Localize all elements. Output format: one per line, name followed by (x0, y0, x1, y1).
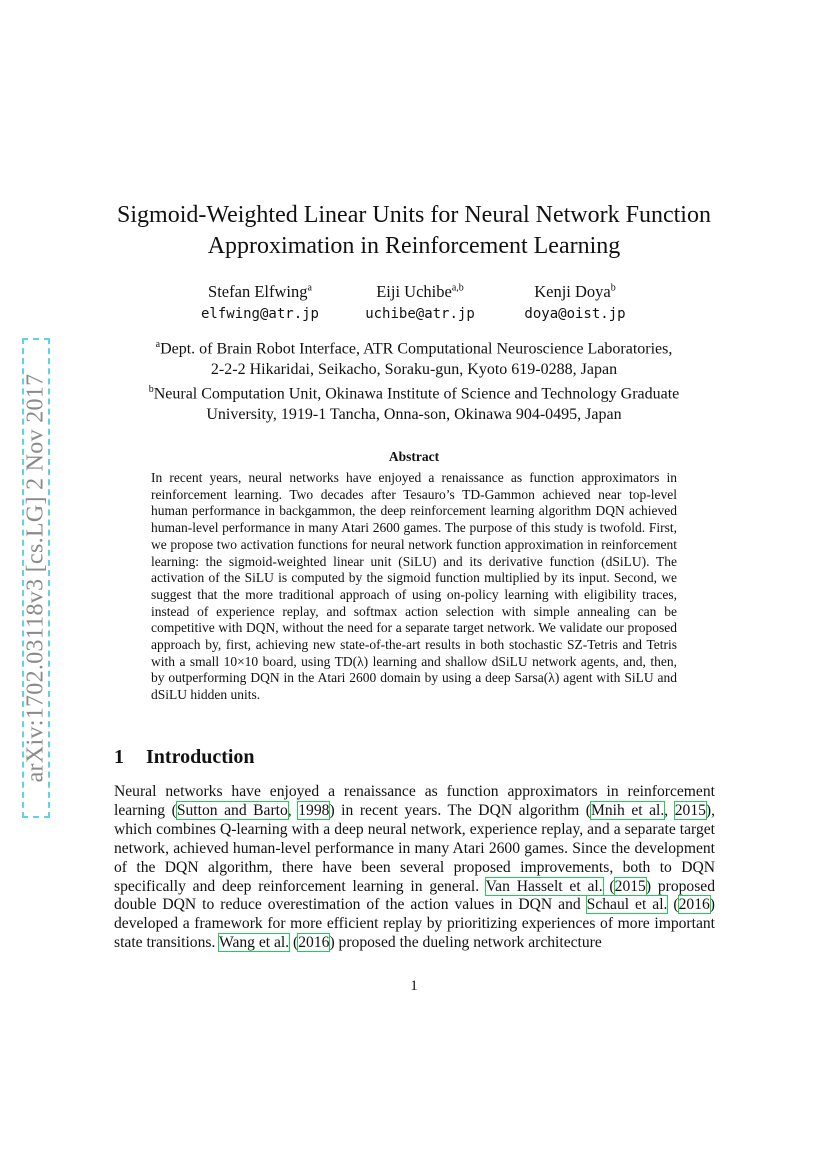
author-affil-mark: a (307, 282, 312, 294)
page-number: 1 (410, 978, 418, 994)
intro-text: , (664, 801, 675, 819)
intro-text: ) proposed the dueling network architecture (329, 934, 602, 952)
author-name: Kenji Doya (534, 282, 611, 301)
intro-text: ), which combines Q-learning with a deep neural network, experience replay, and a separate target network, achieved human-level performance in many Atari 2600 games. Since the development of the DQN algorithm, there have been several proposed improvements, both to DQN specifically and deep reinforcement learning in general. (114, 801, 716, 895)
citation-link[interactable]: Sutton and Barto (176, 801, 288, 819)
section-heading (114, 746, 255, 769)
author-email[interactable]: uchibe@atr.jp (365, 306, 475, 322)
abstract-heading: Abstract (388, 449, 440, 464)
author-block-2 (350, 282, 490, 322)
citation-link[interactable]: Mnih et al. (591, 801, 665, 819)
citation-link[interactable]: 1998 (298, 801, 330, 819)
author-block-1 (190, 282, 330, 322)
paper-title (100, 200, 728, 262)
affiliation-b-line1: Neural Computation Unit, Okinawa Institute of Science and Technology Graduate (153, 385, 680, 403)
intro-text: ) developed a framework for more efficient replay by prioritizing experiences of more important state transitions. (114, 896, 715, 952)
citation-link[interactable]: Wang et al. (218, 934, 290, 952)
author-name: Eiji Uchibe (376, 282, 452, 301)
arxiv-stamp (22, 338, 50, 818)
intro-text: Neural networks have enjoyed a renaissance as function approximators in reinforcement learning ( (114, 783, 715, 819)
citation-link[interactable]: Van Hasselt et al. (485, 877, 603, 895)
citation-link[interactable]: 2016 (298, 934, 330, 952)
affiliation-a-line2: 2-2-2 Hikaridai, Seikacho, Soraku-gun, Kyoto 619-0288, Japan (210, 360, 618, 378)
author-affil-mark: a,b (451, 282, 464, 294)
intro-text: ( (667, 896, 679, 914)
intro-text: ) in recent years. The DQN algorithm ( (329, 801, 591, 819)
abstract-text: In recent years, neural networks have enjoyed a renaissance as function approximators in reinforcement learning. Two decades after Tesauro’s TD-Gammon achieved near top-level human performance in backgammon, the deep reinforcement learning algorithm DQN achieved human-level performance in many Atari 2600 games. The purpose of this study is twofold. First, we propose two activation functions for neural network function approximation in reinforcement learning: the sigmoid-weighted linear unit (SiLU) and its derivative function (dSiLU). The activation of the SiLU is computed by the sigmoid function multiplied by its input. Second, we suggest that the more traditional approach of using on-policy learning with eligibility traces, instead of experience replay, and softmax action selection with simple annealing can be competitive with DQN, without the need for a separate target network. We validate our proposed approach by, first, achieving new state-of-the-art results in both stochastic SZ-Tetris and Tetris with a small 10×10 board, using TD(λ) learning and shallow dSiLU network agents, and, then, by outperforming DQN in the Atari 2600 domain by using a deep Sarsa(λ) agent with SiLU and dSiLU hidden units. (151, 470, 677, 703)
intro-paragraph (114, 783, 715, 953)
affiliations: $^a$Dept. of Brain Robot Interface, ATR Computational Neuroscience Laboratories, 2-2-2 Hikaridai, Seikacho, Soraku-gun, Kyoto 619-0288, Japan $^b$Neural Computation Unit, Okinawa Institute of Science and Technology Graduate University, 1919-1 Tancha, Onna-son, Okinawa 904-0495, Japan (112, 335, 716, 426)
intro-text: , (287, 801, 299, 819)
arxiv-stamp-text: arXiv:1702.03118v3 [cs.LG] 2 Nov 2017 (22, 373, 49, 783)
intro-text: ( (289, 934, 299, 952)
title-line-2: Approximation in Reinforcement Learning (207, 233, 621, 259)
author-name: Stefan Elfwing (208, 282, 308, 301)
author-affil-mark: b (610, 282, 616, 294)
section-number: 1 (114, 746, 124, 768)
intro-text: ( (602, 877, 615, 895)
author-email[interactable]: elfwing@atr.jp (200, 306, 319, 322)
section-title: Introduction (146, 746, 255, 768)
author-email[interactable]: doya@oist.jp (524, 306, 626, 322)
affiliation-a-line1: Dept. of Brain Robot Interface, ATR Computational Neuroscience Laboratories, (160, 340, 673, 358)
intro-text: ) proposed double DQN to reduce overestimation of the action values in DQN and (114, 877, 715, 914)
citation-link[interactable]: 2015 (674, 801, 706, 819)
citation-link[interactable]: 2015 (614, 877, 646, 895)
citation-link[interactable]: 2016 (678, 896, 710, 914)
citation-link[interactable]: Schaul et al. (586, 896, 668, 914)
author-block-3 (505, 282, 645, 322)
title-line-1: Sigmoid-Weighted Linear Units for Neural Network Function (117, 202, 711, 228)
affiliation-b-line2: University, 1919-1 Tancha, Onna-son, Okinawa 904-0495, Japan (206, 406, 622, 424)
